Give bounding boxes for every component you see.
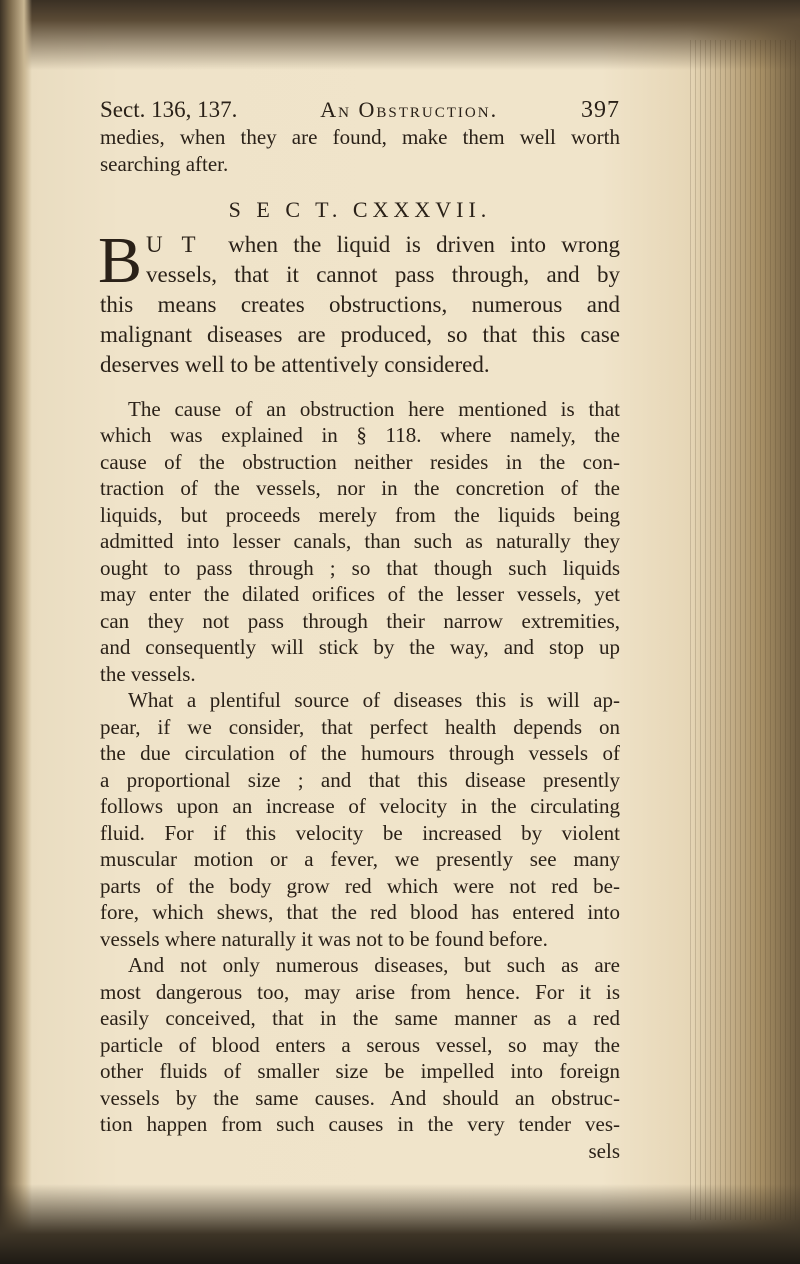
- drop-cap: B: [98, 223, 143, 297]
- text-line: fore, which shews, that the red blood has entered into: [100, 900, 620, 924]
- text-line: traction of the vessels, nor in the concretion of the: [100, 476, 620, 500]
- text-line: What a plentiful source of diseases this is will ap-: [128, 688, 620, 712]
- page-edges: [690, 40, 800, 1220]
- text-line: malignant diseases are produced, so that this case: [100, 321, 620, 347]
- text-line: deserves well to be attentively considered.: [100, 351, 490, 377]
- text-line: easily conceived, that in the same manner as a red: [100, 1006, 620, 1030]
- catchword: sels: [588, 1138, 620, 1163]
- text-line: most dangerous too, may arise from hence. For it is: [100, 979, 620, 1004]
- text-line: the vessels.: [100, 661, 196, 686]
- text-line: which was explained in § 118. where namely, the: [100, 423, 620, 447]
- left-binding: [0, 0, 32, 1264]
- main-paragraph: [98, 223, 621, 380]
- text-line: admitted into lesser canals, than such as naturally they: [100, 529, 620, 553]
- text-line: a proportional size ; and that this disease presently: [100, 767, 620, 792]
- text-line: pear, if we consider, that perfect health depends on: [100, 714, 620, 739]
- text-line: fluid. For if this velocity be increased by violent: [100, 820, 620, 845]
- text-line: searching after.: [100, 151, 229, 176]
- text-line: ought to pass through ; so that though such liquids: [100, 555, 620, 580]
- text-line: cause of the obstruction neither resides in the con-: [100, 449, 620, 474]
- text-line: [100, 230, 620, 260]
- spacer: [100, 380, 620, 396]
- text-line: other fluids of smaller size be impelled into foreign: [100, 1059, 620, 1083]
- top-shadow: [0, 0, 800, 70]
- section-heading: S E C T. CXXXVII.: [228, 197, 492, 222]
- paragraph-3-body: [100, 714, 620, 953]
- text-line: the due circulation of the humours through vessels of: [100, 741, 620, 765]
- page-text: [100, 96, 620, 1164]
- running-title: An Obstruction.: [320, 97, 499, 122]
- text-line: vessels where naturally it was not to be found before.: [100, 926, 548, 951]
- text-line: vessels, that it cannot pass through, and by: [146, 261, 620, 287]
- text-line: this means creates obstructions, numerous and: [100, 291, 620, 317]
- text-line: muscular motion or a fever, we presently see many: [100, 847, 620, 871]
- text-line-part: when the liquid is driven into wrong: [228, 231, 621, 257]
- paragraph-4: [100, 952, 620, 979]
- paragraph-3: [100, 687, 620, 714]
- paragraph-2: [100, 396, 620, 423]
- text-line: parts of the body grow red which were not red be-: [100, 873, 620, 898]
- paragraph-4-body: [100, 979, 620, 1138]
- section-reference: Sect. 136, 137.: [100, 97, 238, 122]
- running-header: [100, 96, 620, 124]
- text-line: medies, when they are found, make them well worth: [100, 125, 620, 149]
- text-line: liquids, but proceeds merely from the liquids being: [100, 502, 620, 527]
- text-line: The cause of an obstruction here mentioned is that: [128, 396, 620, 421]
- text-line: And not only numerous diseases, but such as are: [128, 953, 620, 977]
- text-line: vessels by the same causes. And should an obstruc-: [100, 1085, 620, 1110]
- text-line: and consequently will stick by the way, and stop up: [100, 635, 620, 659]
- first-word-rest: U T: [146, 231, 198, 257]
- text-line: particle of blood enters a serous vessel, so may the: [100, 1032, 620, 1057]
- text-line: follows upon an increase of velocity in the circulating: [100, 794, 620, 818]
- page-number: 397: [581, 97, 620, 123]
- text-line: tion happen from such causes in the very tender ves-: [100, 1112, 620, 1136]
- bottom-shadow: [0, 1184, 800, 1264]
- text-line: can they not pass through their narrow extremities,: [100, 608, 620, 633]
- paragraph-2-body: [100, 422, 620, 687]
- text-line: may enter the dilated orifices of the lesser vessels, yet: [100, 582, 620, 606]
